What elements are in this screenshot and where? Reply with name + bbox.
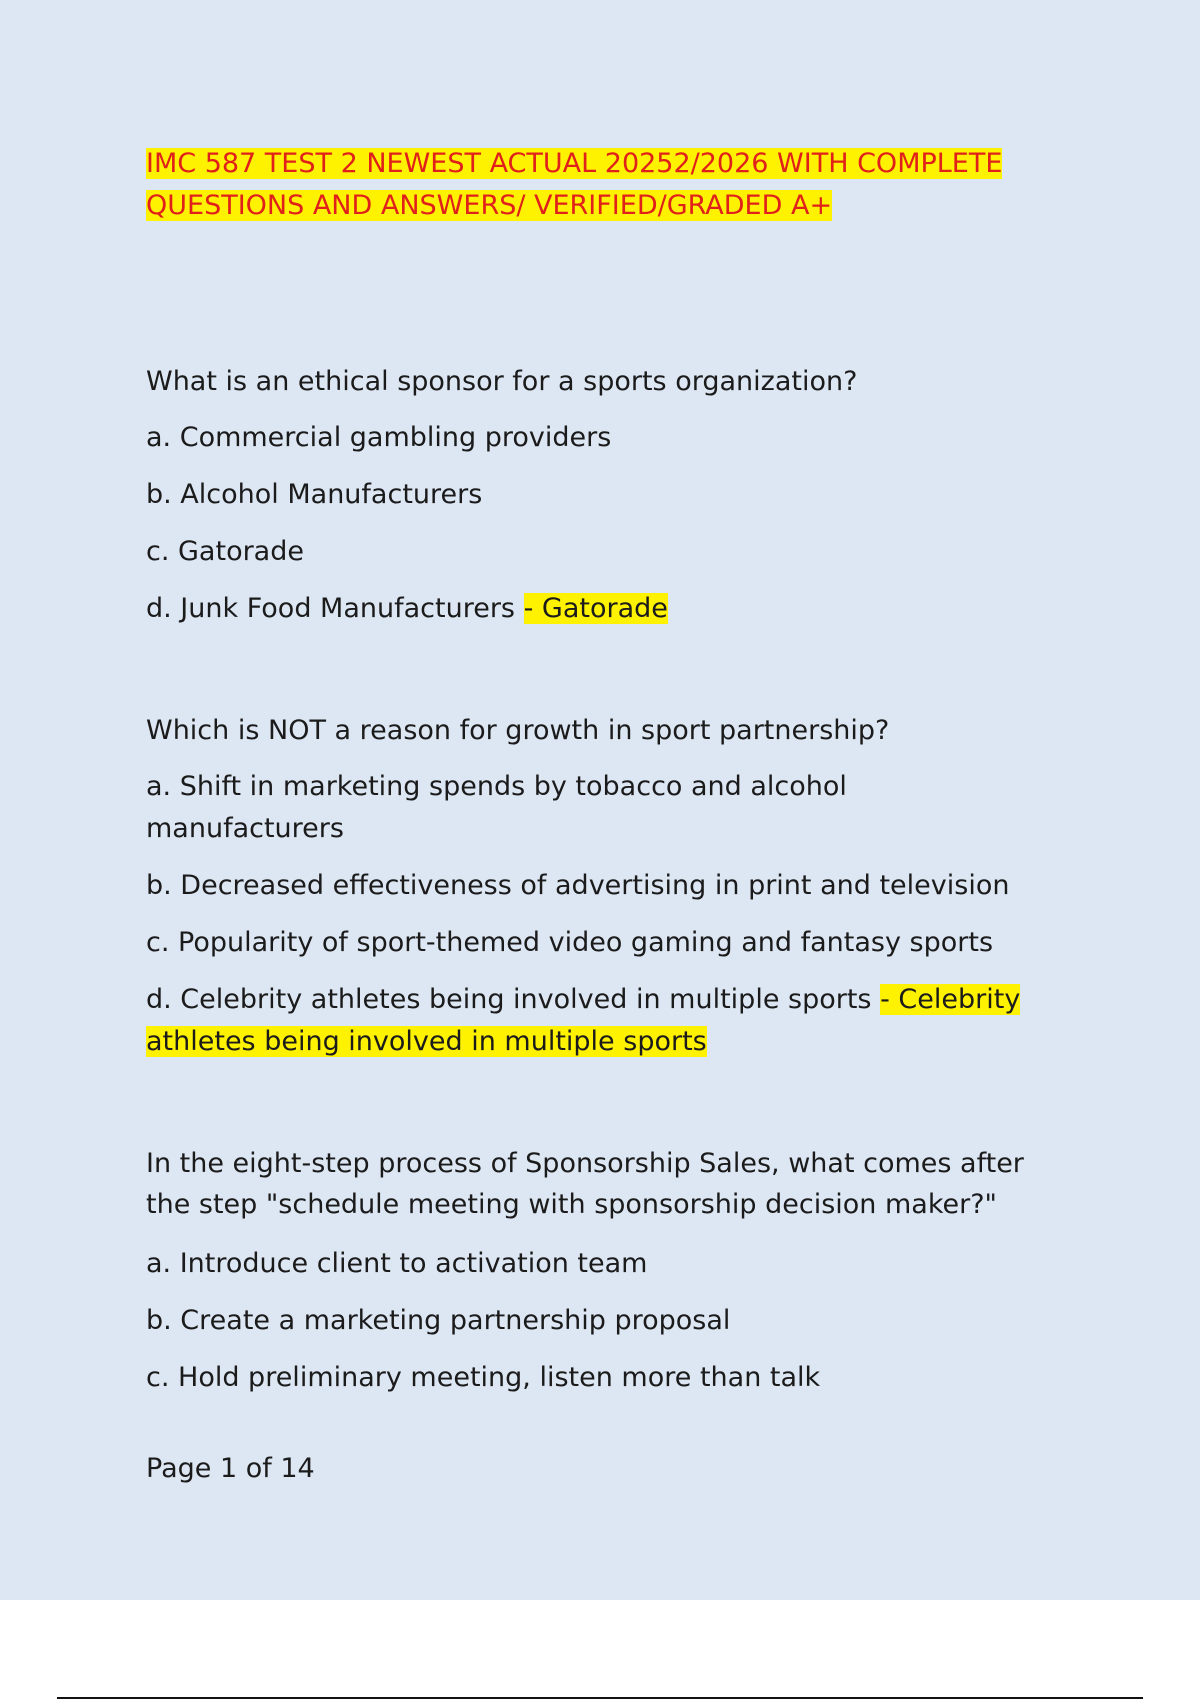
option-d (146, 979, 1086, 1063)
answer-highlight: - Celebrity athletes being involved in multiple sports (146, 984, 1021, 1057)
option-b: b. Decreased effectiveness of advertising in print and television (146, 870, 1010, 901)
title-highlight: IMC 587 TEST 2 NEWEST ACTUAL 20252/2026 WITH COMPLETE QUESTIONS AND ANSWERS/ VERIFIED/GRADED A+ (146, 148, 1003, 221)
option-d (146, 588, 1086, 630)
option-c: c. Gatorade (146, 536, 304, 567)
footer-divider (57, 1697, 1143, 1699)
page-number: Page 1 of 14 (146, 1453, 315, 1484)
question-2 (146, 710, 1086, 1063)
option-b: b. Alcohol Manufacturers (146, 479, 483, 510)
question-text: What is an ethical sponsor for a sports organization? (146, 366, 858, 397)
option-a: a. Introduce client to activation team (146, 1248, 648, 1279)
question-3 (146, 1143, 1046, 1399)
document-title (146, 143, 1066, 227)
question-text: Which is NOT a reason for growth in sport partnership? (146, 715, 890, 746)
option-c: c. Hold preliminary meeting, listen more than talk (146, 1362, 821, 1393)
question-text: In the eight-step process of Sponsorship Sales, what comes after the step "schedule meeting with sponsorship decision maker?" (146, 1148, 1024, 1220)
option-a: a. Shift in marketing spends by tobacco and alcohol manufacturers (146, 771, 847, 844)
question-1 (146, 361, 1086, 630)
option-d-text: d. Celebrity athletes being involved in multiple sports (146, 984, 872, 1015)
option-c: c. Popularity of sport-themed video gaming and fantasy sports (146, 927, 994, 958)
option-a: a. Commercial gambling providers (146, 422, 612, 453)
option-b: b. Create a marketing partnership proposal (146, 1305, 731, 1336)
option-d-text: d. Junk Food Manufacturers (146, 593, 515, 624)
answer-highlight: - Gatorade (523, 593, 668, 624)
